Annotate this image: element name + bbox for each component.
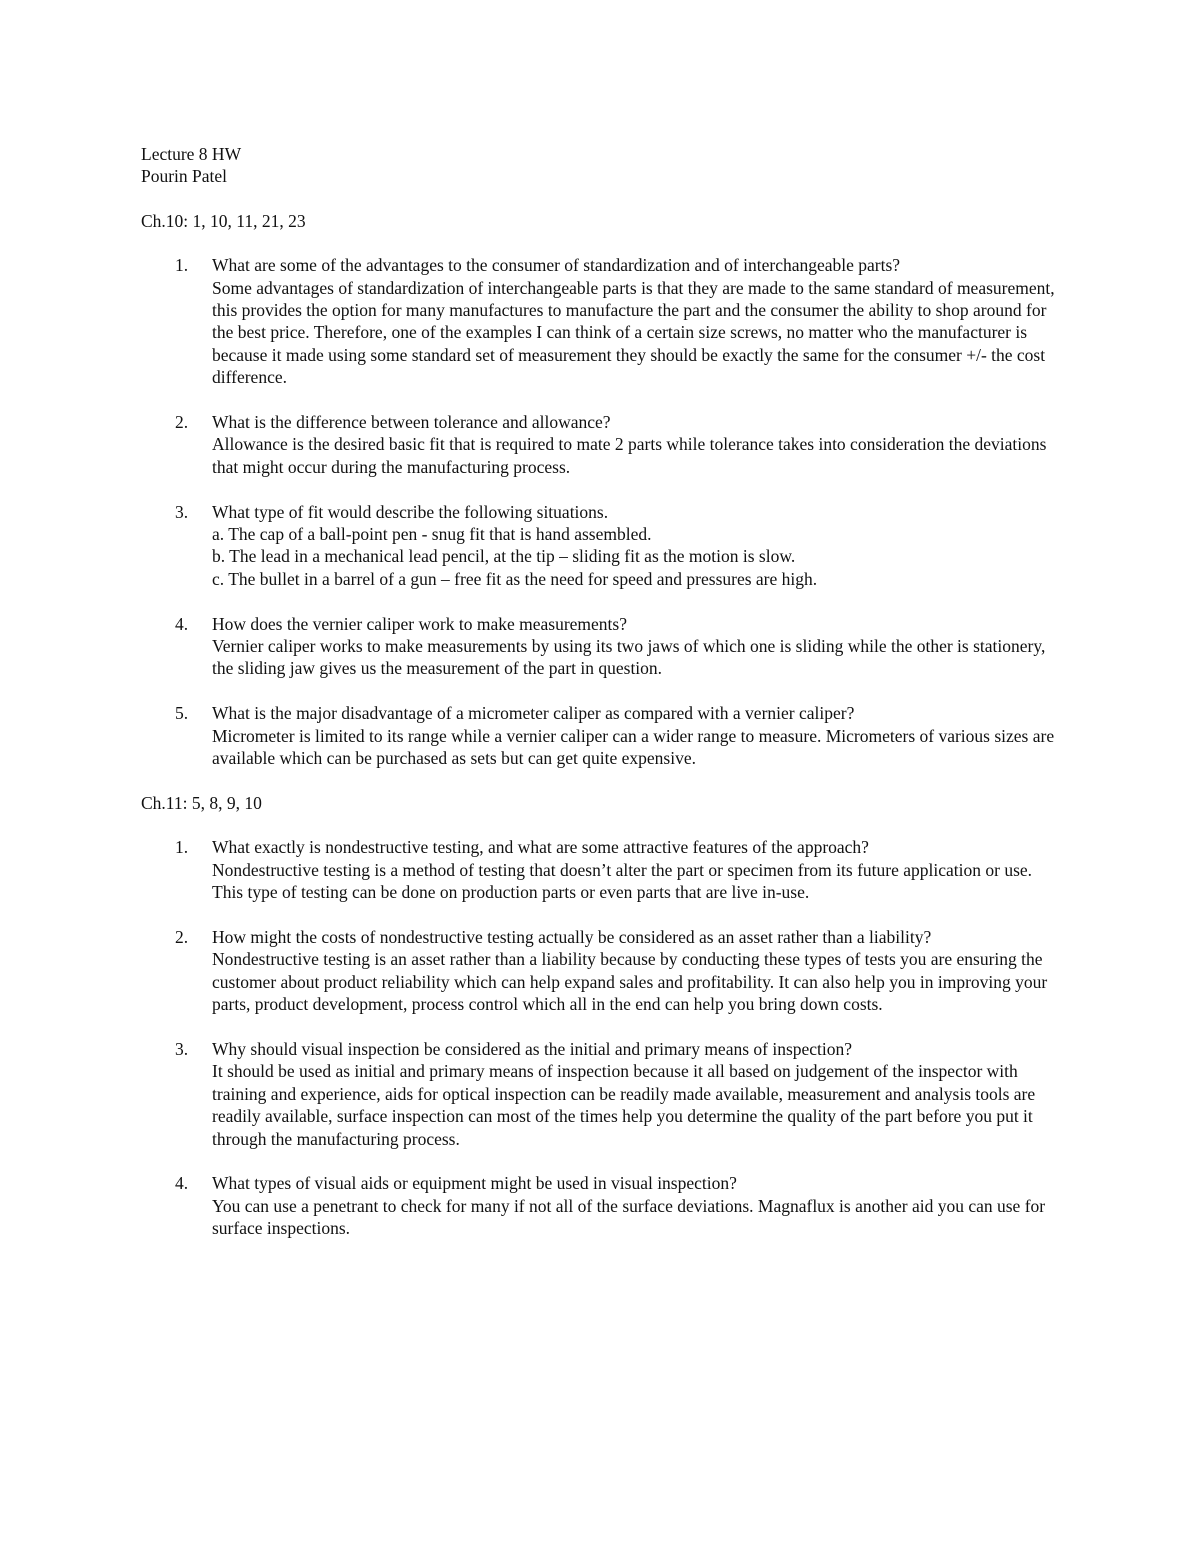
question-item — [141, 411, 1061, 478]
section-heading-ch11: Ch.11: 5, 8, 9, 10 — [141, 792, 262, 813]
document-page — [141, 143, 1061, 1262]
question-list-ch11 — [141, 836, 1061, 1239]
question-number: 2. — [175, 412, 189, 433]
sub-answer-b: b. The lead in a mechanical lead pencil, at the tip – sliding fit as the motion is slow. — [212, 546, 796, 567]
sub-answer-a: a. The cap of a ball-point pen - snug fit that is hand assembled. — [212, 524, 652, 545]
answer-text: Allowance is the desired basic fit that is required to mate 2 parts while tolerance takes into consideration the deviations that might occur during the manufacturing process. — [212, 434, 1047, 477]
answer-text: It should be used as initial and primary means of inspection because it all based on judgement of the inspector with training and experience, aids for optical inspection can be readily made available, measurement and analysis tools are readily available, surface inspection can most of the times help you determine the quality of the part before you put it through the manufacturing process. — [212, 1061, 1036, 1149]
question-item — [141, 501, 1061, 591]
question-number: 1. — [175, 837, 189, 858]
question-text: What are some of the advantages to the consumer of standardization and of interchangeable parts? — [212, 255, 901, 276]
question-text: What types of visual aids or equipment might be used in visual inspection? — [212, 1173, 737, 1194]
answer-text: Nondestructive testing is an asset rather than a liability because by conducting these types of tests you are ensuring the customer about product reliability which can help expand sales and profitability. It can also help you in improving your parts, product development, process control which all in the end can help you bring down costs. — [212, 949, 1048, 1015]
question-list-ch10 — [141, 254, 1061, 769]
question-item — [141, 1038, 1061, 1150]
question-item — [141, 836, 1061, 903]
author-name: Pourin Patel — [141, 166, 228, 187]
question-number: 4. — [175, 613, 189, 634]
question-number: 3. — [175, 1038, 189, 1059]
question-text: What exactly is nondestructive testing, and what are some attractive features of the approach? — [212, 837, 869, 858]
question-number: 5. — [175, 703, 189, 724]
sub-answer-c: c. The bullet in a barrel of a gun – free fit as the need for speed and pressures are high. — [212, 568, 818, 589]
question-text: Why should visual inspection be considered as the initial and primary means of inspection? — [212, 1038, 853, 1059]
question-text: How might the costs of nondestructive testing actually be considered as an asset rather than a liability? — [212, 926, 932, 947]
question-number: 2. — [175, 926, 189, 947]
question-item — [141, 702, 1061, 769]
question-number: 3. — [175, 501, 189, 522]
question-item — [141, 613, 1061, 680]
question-text: What type of fit would describe the following situations. — [212, 501, 609, 522]
answer-text: You can use a penetrant to check for many if not all of the surface deviations. Magnaflux is another aid you can use for surface inspections. — [212, 1195, 1046, 1239]
question-item — [141, 254, 1061, 388]
answer-text: Some advantages of standardization of interchangeable parts is that they are made to the same standard of measurement, this provides the option for many manufactures to manufacture the part and the consumer the ability to shop around for the best price. Therefore, one of the examples I can think of a certain size screws, no matter who the manufacturer is because it made using some standard set of measurement they should be exactly the same for the consumer +/- the cost difference. — [212, 277, 1055, 388]
answer-text: Vernier caliper works to make measurements by using its two jaws of which one is sliding while the other is stationery, the sliding jaw gives us the measurement of the part in question. — [212, 636, 1046, 679]
section-heading-ch10: Ch.10: 1, 10, 11, 21, 23 — [141, 210, 306, 231]
question-text: What is the difference between tolerance and allowance? — [212, 412, 611, 433]
question-item — [141, 926, 1061, 1016]
question-number: 4. — [175, 1173, 189, 1194]
question-item — [141, 1172, 1061, 1239]
answer-text: Micrometer is limited to its range while a vernier caliper can a wider range to measure. Micrometers of various sizes are available which can be purchased as sets but can get quite expensive. — [212, 725, 1055, 769]
question-text: What is the major disadvantage of a micrometer caliper as compared with a vernier caliper? — [212, 703, 855, 724]
question-number: 1. — [175, 255, 189, 276]
document-title: Lecture 8 HW — [141, 144, 242, 164]
question-text: How does the vernier caliper work to make measurements? — [212, 613, 627, 634]
answer-text: Nondestructive testing is a method of testing that doesn’t alter the part or specimen from its future application or use. This type of testing can be done on production parts or even parts that are live in-use. — [212, 859, 1033, 903]
